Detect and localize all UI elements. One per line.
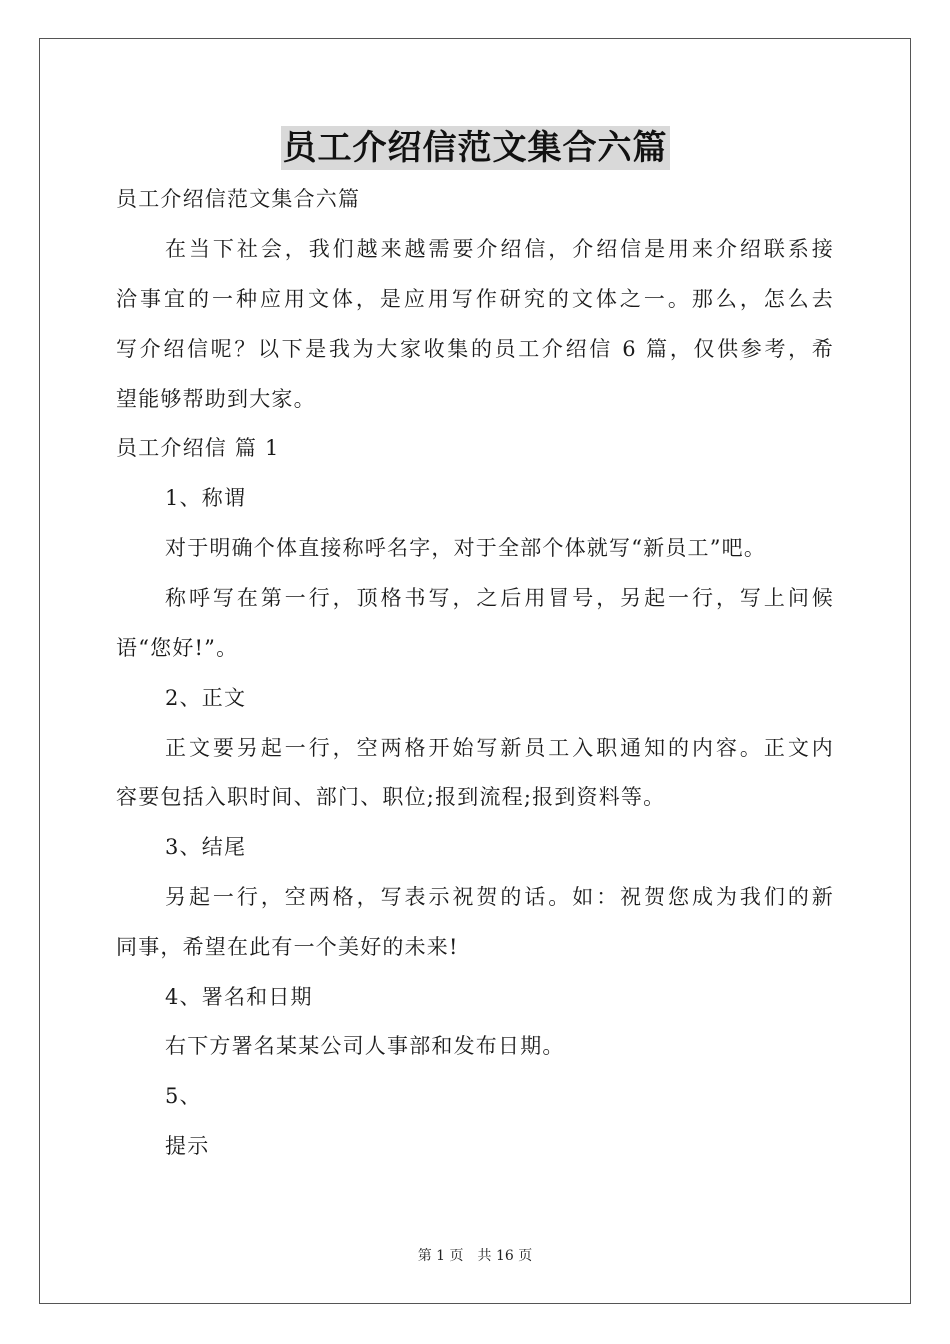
paragraph-line: 同事，希望在此有一个美好的未来! <box>116 935 459 959</box>
paragraph-line: 称呼写在第一行，顶格书写，之后用冒号，另起一行，写上问候 <box>165 586 834 610</box>
subtitle-line: 员工介绍信范文集合六篇 <box>116 187 361 211</box>
paragraph-line: 语“您好!”。 <box>116 636 239 660</box>
page-border <box>39 38 911 1304</box>
intro-line-3: 写介绍信呢？以下是我为大家收集的员工介绍信 6 篇，仅供参考，希 <box>116 337 834 361</box>
page-number: 第 1 页 <box>417 1248 464 1264</box>
paragraph-line: 对于明确个体直接称呼名字，对于全部个体就写“新员工”吧。 <box>165 536 767 560</box>
item-heading-2: 2、正文 <box>165 686 247 710</box>
paragraph-line: 正文要另起一行，空两格开始写新员工入职通知的内容。正文内 <box>165 736 834 760</box>
page-footer <box>0 1246 950 1266</box>
item-heading-5: 5、 <box>165 1084 202 1108</box>
section-heading: 员工介绍信 篇 1 <box>116 436 280 460</box>
intro-line-1: 在当下社会，我们越来越需要介绍信，介绍信是用来介绍联系接 <box>165 237 834 261</box>
item-heading-1: 1、称谓 <box>165 486 247 510</box>
document-title: 员工介绍信范文集合六篇 <box>282 128 668 168</box>
page-total: 共 16 页 <box>477 1248 533 1264</box>
intro-line-4: 望能够帮助到大家。 <box>116 387 316 411</box>
intro-line-2: 洽事宜的一种应用文体，是应用写作研究的文体之一。那么，怎么去 <box>116 287 834 311</box>
paragraph-line: 容要包括入职时间、部门、职位;报到流程;报到资料等。 <box>116 785 666 809</box>
paragraph-line: 另起一行，空两格，写表示祝贺的话。如：祝贺您成为我们的新 <box>165 885 834 909</box>
item-heading-3: 3、结尾 <box>165 835 247 859</box>
paragraph-line: 提示 <box>165 1134 210 1158</box>
document-title-row <box>0 126 950 170</box>
item-heading-4: 4、署名和日期 <box>165 985 313 1009</box>
paragraph-line: 右下方署名某某公司人事部和发布日期。 <box>165 1034 565 1058</box>
